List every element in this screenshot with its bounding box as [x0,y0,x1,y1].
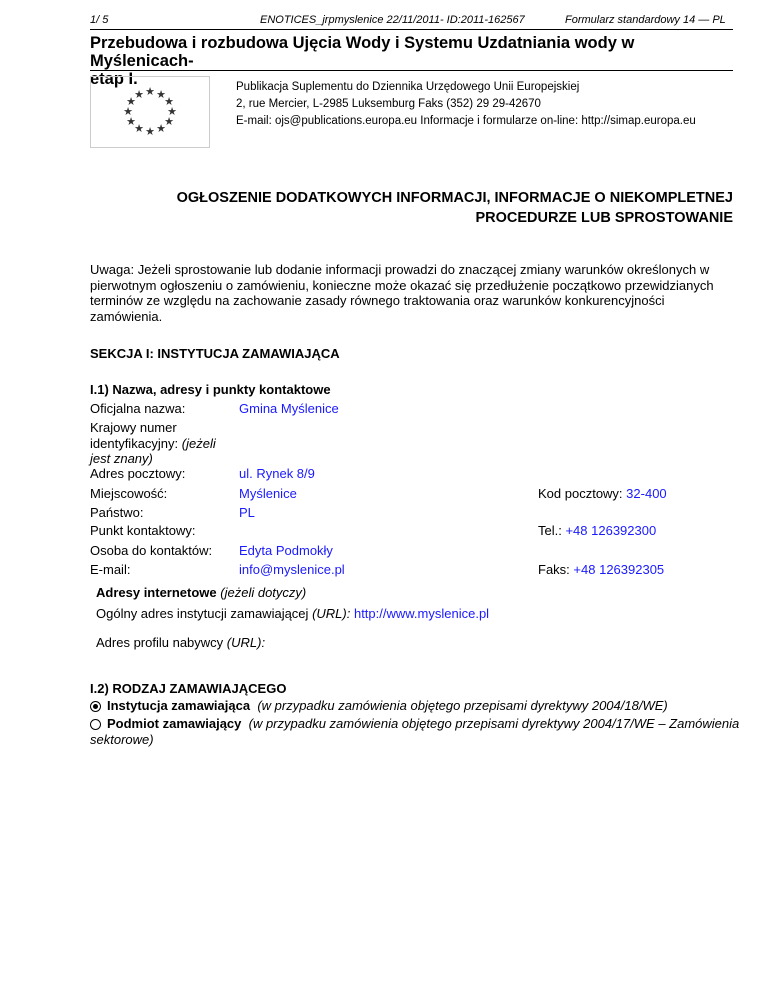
option2-row [107,716,747,731]
radio-selected-dot [93,704,98,709]
notice-title-line1: OGŁOSZENIE DODATKOWYCH INFORMACJI, INFORMACJE O NIEKOMPLETNEJ [176,190,733,206]
svg-text:★: ★ [156,88,166,101]
national-id-label [90,420,216,467]
national-id-label-line3 [90,451,216,467]
fax-value: +48 126392305 [573,562,665,577]
postcode-label: Kod pocztowy: [538,486,623,501]
page-number: 1/ 5 [90,14,109,26]
svg-text:★: ★ [134,88,144,101]
contact-point-label: Punkt kontaktowy: [90,523,196,538]
buyer-profile-hint: (URL): [226,635,266,650]
svg-text:★: ★ [123,105,133,118]
svg-text:★: ★ [145,85,155,98]
option2-hint-line2-row [90,732,154,747]
national-id-label-line1: Krajowy numer [90,420,177,435]
tel-field [538,523,656,538]
contracting-entity-radio[interactable] [90,719,101,730]
contact-person-label: Osoba do kontaktów: [90,543,213,558]
postcode-value: 32-400 [626,486,667,501]
option2-hint-line2: sektorowe) [90,732,154,747]
town-label: Miejscowość: [90,486,168,501]
option1-row [107,698,668,713]
national-id-label-text: identyfikacyjny: [90,435,179,451]
svg-text:★: ★ [145,125,155,138]
option2-label: Podmiot zamawiający [107,716,242,731]
warning-line4: zamówienia. [90,308,163,324]
official-name-value: Gmina Myślenice [239,401,339,416]
general-url-row [96,606,489,621]
title-rule [90,70,733,71]
subsection-1-2-heading: I.2) RODZAJ ZAMAWIAJĄCEGO [90,681,287,696]
publication-line1: Publikacja Suplementu do Dziennika Urzędowego Unii Europejskiej [236,81,580,93]
warning-line2: pierwotnym ogłoszeniu o zamówieniu, konieczne może okazać się przedłużenie początkowo przewidzianych [90,277,714,293]
buyer-profile-label: Adres profilu nabywcy [96,635,224,650]
email-value[interactable]: info@myslenice.pl [239,562,345,577]
notice-reference: ENOTICES_jrpmyslenice 22/11/2011- ID:2011-162567 [260,14,525,26]
header-rule [90,29,733,30]
subsection-1-1-heading: I.1) Nazwa, adresy i punkty kontaktowe [90,382,331,397]
fax-label: Faks: [538,562,570,577]
general-url-hint: (URL): [312,606,351,621]
svg-text:★: ★ [167,105,177,118]
country-value: PL [239,505,255,520]
svg-text:★: ★ [164,115,174,128]
publication-line3: E-mail: ojs@publications.europa.eu Informacje i formularze on-line: http://simap.europa.eu [236,115,696,127]
doc-title-line2: etap I. [90,70,138,88]
internet-hint: (jeżeli dotyczy) [220,585,307,600]
town-value: Myślenice [239,486,297,501]
national-id-hint: (jeżeli [181,435,216,451]
contracting-authority-radio[interactable] [90,701,101,712]
section1-heading: SEKCJA I: INSTYTUCJA ZAMAWIAJĄCA [90,346,340,361]
svg-text:★: ★ [156,122,166,135]
notice-title-line2: PROCEDURZE LUB SPROSTOWANIE [475,210,733,226]
svg-text:★: ★ [134,122,144,135]
general-url-label: Ogólny adres instytucji zamawiającej [96,606,309,621]
option1-hint: (w przypadku zamówienia objętego przepisami dyrektywy 2004/18/WE) [257,698,668,713]
svg-text:★: ★ [126,95,136,108]
address-label: Adres pocztowy: [90,466,186,481]
address-value: ul. Rynek 8/9 [239,466,315,481]
warning-paragraph [90,262,740,324]
general-url-link[interactable]: http://www.myslenice.pl [353,606,490,621]
notice-title [90,188,733,228]
country-label: Państwo: [90,505,144,520]
eu-stars-icon [91,77,209,147]
svg-text:★: ★ [164,95,174,108]
email-label: E-mail: [90,562,131,577]
internet-addresses-heading [96,585,306,600]
eu-flag-logo [90,76,210,148]
contact-person-value: Edyta Podmokły [239,543,333,558]
tel-value: +48 126392300 [565,523,657,538]
warning-line1: Uwaga: Jeżeli sprostowanie lub dodanie informacji prowadzi do znaczącej zmiany warunków określonych w [90,262,710,277]
warning-line3: terminów ze względu na zachowanie zasady równego traktowania oraz warunków konkurencyjności [90,293,665,308]
internet-heading-text: Adresy internetowe [96,585,217,600]
buyer-profile-row [96,635,265,650]
form-name: Formularz standardowy 14 — PL [565,14,726,26]
tel-label: Tel.: [538,523,562,538]
official-name-label: Oficjalna nazwa: [90,401,186,416]
svg-text:★: ★ [126,115,136,128]
option2-hint: (w przypadku zamówienia objętego przepisami dyrektywy 2004/17/WE – Zamówienia [248,716,740,731]
national-id-label-line2 [90,436,216,452]
option1-label: Instytucja zamawiająca [107,698,251,713]
fax-field [538,562,664,577]
doc-title-line1: Przebudowa i rozbudowa Ujęcia Wody i Systemu Uzdatniania wody w Myślenicach- [90,34,635,70]
postcode-field [538,486,667,501]
national-id-hint-2: jest znany) [90,451,153,466]
publication-line2: 2, rue Mercier, L-2985 Luksemburg Faks (352) 29 29-42670 [236,98,541,110]
